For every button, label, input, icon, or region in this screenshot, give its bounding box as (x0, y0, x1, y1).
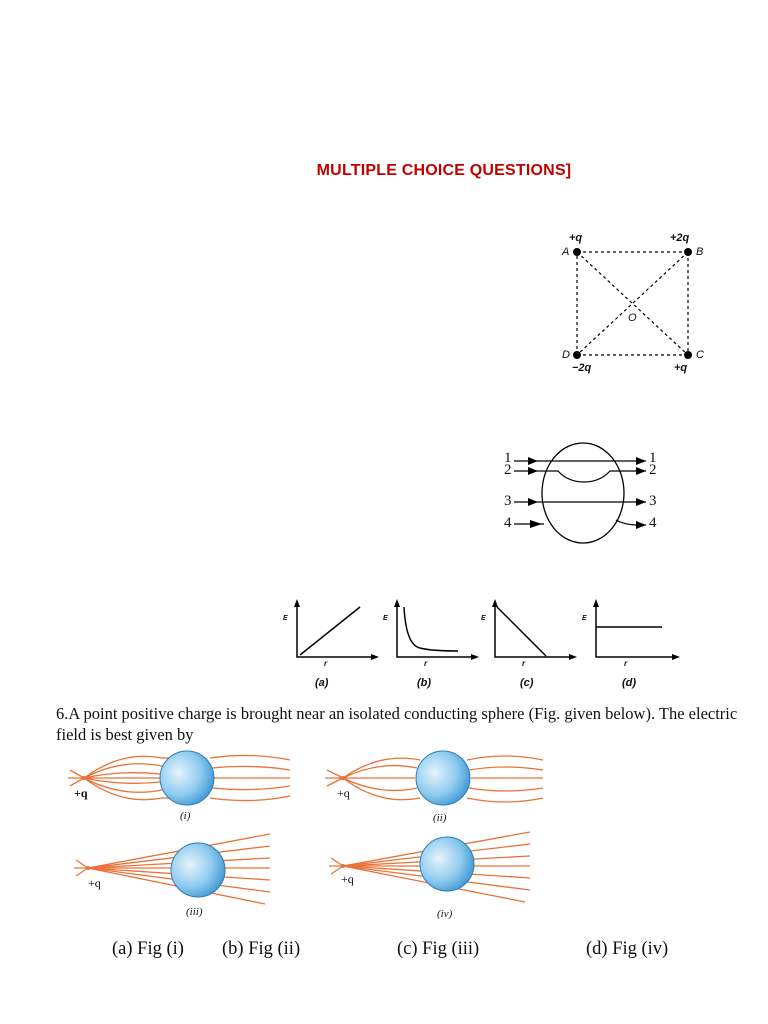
fl-i-8 (210, 755, 290, 760)
fl-i-9 (212, 766, 290, 770)
line-label-right-3: 3 (649, 493, 657, 509)
graph-caption-d: (d) (622, 677, 637, 689)
figure-i (62, 748, 302, 826)
option-a[interactable]: (a) Fig (i) (112, 939, 184, 959)
line-label-left-1: 1 (504, 450, 512, 466)
curve-a (300, 607, 360, 655)
charge-label-iv: +q (341, 872, 354, 886)
x-arrow-d (672, 654, 680, 660)
vertex-label-d: D (562, 349, 570, 361)
curve-b (404, 607, 458, 651)
arrow-4-left (530, 520, 542, 528)
line-label-left-2: 2 (504, 462, 512, 478)
charge-iv (341, 864, 345, 868)
line-label-left-3: 3 (504, 493, 512, 509)
line-label-left-4: 4 (504, 515, 512, 531)
figure-iv (325, 826, 545, 920)
vertex-label-c: C (696, 349, 704, 361)
fl-ii-2 (343, 766, 417, 778)
y-label-d: E (582, 615, 587, 622)
fl-i-11 (212, 786, 290, 790)
fl-ii-4 (343, 778, 417, 790)
charge-label-i: +q (74, 786, 88, 800)
line-label-right-1: 1 (649, 450, 657, 466)
fl-i-12 (210, 796, 290, 801)
x-arrow-b (471, 654, 479, 660)
charge-point-c (684, 351, 692, 359)
arrow-4-right (636, 521, 646, 529)
option-d[interactable]: (d) Fig (iv) (586, 939, 669, 959)
sphere-i (160, 751, 214, 805)
fl-ii-7 (469, 767, 543, 770)
fl-ii-back (325, 770, 343, 786)
arrow-2-left (528, 467, 538, 475)
square-charge-figure (552, 228, 722, 378)
arrow-3-left (528, 498, 538, 506)
figure-ii (315, 750, 555, 828)
curve-c (497, 607, 546, 656)
x-label-c: r (522, 659, 526, 668)
charge-label-b: +2q (670, 232, 690, 244)
fl-iii-back (74, 860, 88, 876)
y-arrow-d (593, 599, 599, 607)
charge-point-a (573, 248, 581, 256)
figure-iii (70, 828, 290, 920)
figure-caption-iii: (iii) (186, 906, 203, 918)
fl-i-5 (84, 778, 160, 783)
y-arrow-c (492, 599, 498, 607)
charge-label-c: +q (674, 362, 688, 374)
figure-iii-svg (70, 828, 290, 906)
section-heading: MULTIPLE CHOICE QUESTIONS] (316, 162, 572, 179)
y-label-c: E (481, 615, 486, 622)
field-lines-figure (500, 440, 670, 550)
graph-caption-b: (b) (417, 677, 432, 689)
vertex-label-b: B (696, 246, 704, 258)
x-label-d: r (624, 659, 628, 668)
line-label-right-2: 2 (649, 462, 657, 478)
figure-iv-svg (325, 826, 545, 904)
option-b[interactable]: (b) Fig (ii) (222, 939, 301, 959)
fl-i-3 (84, 773, 160, 778)
charge-ii (341, 776, 345, 780)
field-lines-diagram (500, 440, 670, 550)
figure-i-svg (62, 748, 302, 812)
fl-ii-1 (343, 758, 420, 778)
arrow-1-left (528, 457, 538, 465)
charge-label-ii: +q (337, 786, 350, 800)
y-arrow-a (294, 599, 300, 607)
x-arrow-c (569, 654, 577, 660)
figure-ii-svg (315, 750, 555, 814)
x-arrow-a (371, 654, 379, 660)
x-label-a: r (324, 659, 328, 668)
arrow-1-right (636, 457, 646, 465)
fl-i-back (68, 770, 84, 786)
charge-label-iii: +q (88, 876, 101, 890)
fl-ii-6 (467, 756, 543, 760)
question-6-text: 6.A point positive charge is brought near an isolated conducting sphere (Fig. given below). The electric field is best given by (56, 704, 738, 744)
arrow-2-right (636, 467, 646, 475)
y-label-b: E (383, 615, 388, 622)
graph-caption-c: (c) (520, 677, 534, 689)
sphere-ii (416, 751, 470, 805)
y-label-a: E (283, 615, 288, 622)
charge-iii (86, 866, 90, 870)
figure-caption-ii: (ii) (433, 812, 447, 824)
y-arrow-b (394, 599, 400, 607)
figure-caption-i: (i) (180, 810, 191, 822)
axes-d (596, 603, 676, 657)
figure-caption-iv: (iv) (437, 908, 453, 920)
charge-point-d (573, 351, 581, 359)
axes-c (495, 603, 573, 657)
fl-ii-10 (467, 798, 543, 802)
graph-caption-a: (a) (315, 677, 329, 689)
charge-label-a: +q (569, 232, 583, 244)
axes-b (397, 603, 475, 657)
line-label-right-4: 4 (649, 515, 657, 531)
charge-label-d: −2q (572, 362, 592, 374)
charge-point-b (684, 248, 692, 256)
x-label-b: r (424, 659, 428, 668)
fl-ii-9 (469, 788, 543, 791)
option-c[interactable]: (c) Fig (iii) (397, 939, 480, 959)
center-label-o: O (628, 312, 637, 324)
closed-surface (542, 443, 624, 543)
sphere-iii (171, 843, 225, 897)
sphere-iv (420, 837, 474, 891)
charge-i (82, 776, 86, 780)
e-vs-r-graphs (280, 595, 690, 695)
vertex-label-a: A (562, 246, 570, 258)
arrow-3-right (636, 498, 646, 506)
